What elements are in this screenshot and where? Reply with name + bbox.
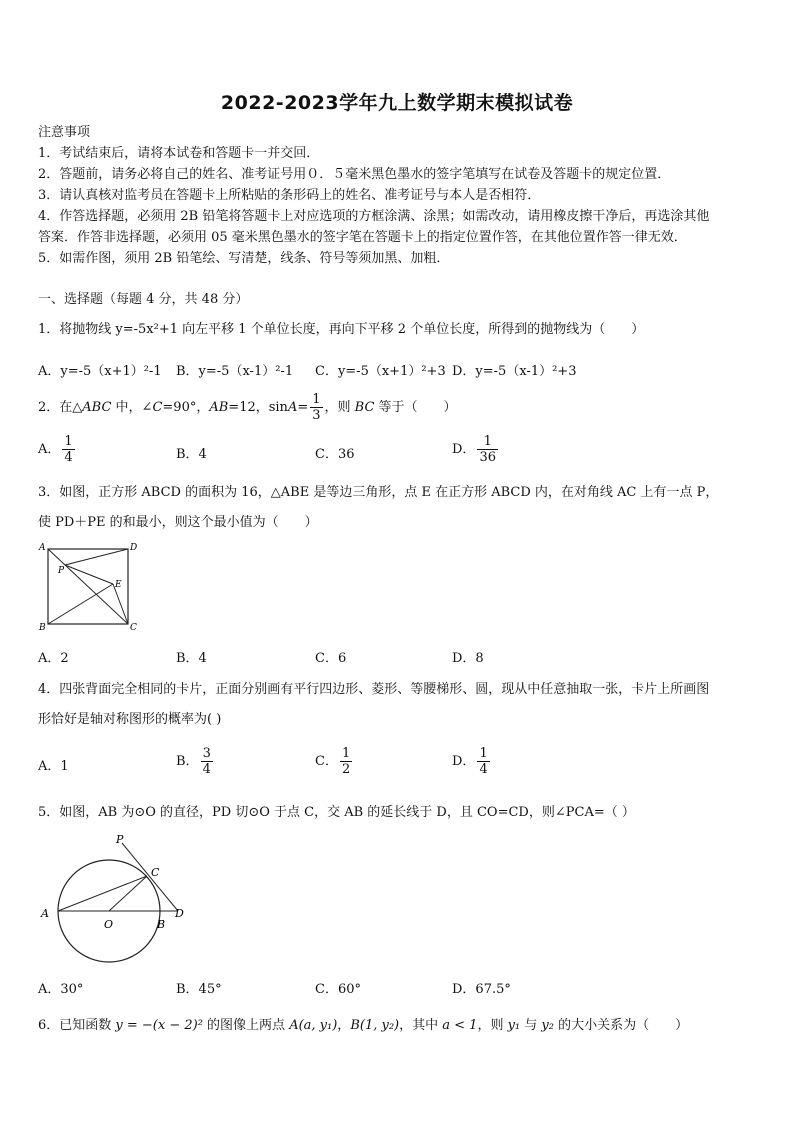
question-3-line2: 使 PD＋PE 的和最小，则这个最小值为（ ） — [38, 515, 318, 530]
note-item: 4．作答选择题，必须用 2B 铅笔将答题卡上对应选项的方框涂满、涂黑；如需改动，请用橡皮擦干净后，再选涂其他 — [38, 209, 710, 224]
label-p: P — [116, 833, 124, 846]
label-c: C — [130, 623, 137, 633]
q4-option-b: B． $\frac{3}{4}$ — [176, 746, 211, 777]
section-heading: 一、选择题（每题 4 分，共 48 分） — [38, 292, 249, 307]
question-6-stem: 6．已知函数 y = −(x − 2)² 的图像上两点 A(a, y₁)，B(1, y₂)，其中 a < 1，则 y₁ 与 y₂ 的大小关系为（ ） — [38, 1018, 689, 1033]
label-a: A — [41, 907, 49, 920]
circle-diagram — [36, 828, 196, 968]
label-e: E — [115, 580, 122, 590]
q2-option-a: A． $\frac{1}{4}$ — [38, 434, 73, 465]
label-d: D — [175, 907, 184, 920]
q5-option-c: C．60° — [315, 982, 361, 997]
note-item: 5．如需作图，须用 2B 铅笔绘、写清楚，线条、符号等须加黑、加粗． — [38, 251, 450, 266]
q2-option-c: C．36 — [315, 447, 355, 462]
label-d: D — [130, 543, 138, 553]
question-1-stem: 1．将抛物线 y=-5x²+1 向左平移 1 个单位长度，再向下平移 2 个单位长度，所得到的抛物线为（ ） — [38, 322, 645, 337]
square-diagram — [36, 540, 146, 635]
fraction: $\frac{1}{3}$ — [312, 392, 321, 423]
q3-option-c: C．6 — [315, 651, 347, 666]
note-item: 1．考试结束后，请将本试卷和答题卡一并交回． — [38, 146, 320, 161]
q5-option-d: D．67.5° — [452, 982, 511, 997]
question-2-stem: 2．在△ABC 中，∠C=90°，AB=12，sinA= $\frac{1}{3}$ ，则 BC 等于（ ） — [38, 392, 457, 423]
q2-option-b: B．4 — [176, 447, 207, 462]
q3-option-d: D．8 — [452, 651, 484, 666]
q4-option-d: D． $\frac{1}{4}$ — [452, 746, 488, 777]
label-p: P — [58, 566, 65, 576]
q5-option-a: A．30° — [38, 982, 84, 997]
question-4-line1: 4．四张背面完全相同的卡片，正面分别画有平行四边形、菱形、等腰梯形、圆，现从中任意抽取一张，卡片上所画图 — [38, 682, 710, 697]
q4-option-a: A．1 — [38, 759, 69, 774]
q1-option-d: D．y=-5（x-1）²+3 — [452, 364, 577, 379]
label-o: O — [104, 918, 114, 931]
note-item: 3．请认真核对监考员在答题卡上所粘贴的条形码上的姓名、准考证号与本人是否相符． — [38, 188, 541, 203]
label-a: A — [39, 543, 46, 553]
q1-option-c: C．y=-5（x+1）²+3 — [315, 364, 446, 379]
q1-option-b: B．y=-5（x-1）²-1 — [176, 364, 294, 379]
question-4-line2: 形恰好是轴对称图形的概率为( ) — [38, 712, 222, 727]
q2-option-d: D． $\frac{1}{36}$ — [452, 434, 496, 465]
q1-option-a: A．y=-5（x+1）²-1 — [38, 364, 162, 379]
label-b: B — [39, 623, 46, 633]
q3-option-b: B．4 — [176, 651, 207, 666]
page-title: 2022-2023学年九上数学期末模拟试卷 — [220, 92, 574, 114]
note-item: 2．答题前，请务必将自己的姓名、准考证号用０．５毫米黑色墨水的签字笔填写在试卷及答题卡的规定位置． — [38, 167, 671, 182]
label-b: B — [157, 918, 166, 931]
question-5-stem: 5．如图，AB 为⊙O 的直径，PD 切⊙O 于点 C，交 AB 的延长线于 D，且 CO=CD，则∠PCA=（ ） — [38, 805, 635, 820]
note-item: 答案．作答非选择题，必须用 05 毫米黑色墨水的签字笔在答题卡上的指定位置作答，在其他位置作答一律无效． — [38, 230, 687, 245]
q5-option-b: B．45° — [176, 982, 222, 997]
q4-option-c: C． $\frac{1}{2}$ — [315, 746, 351, 777]
question-3-line1: 3．如图，正方形 ABCD 的面积为 16，△ABE 是等边三角形，点 E 在正方形 ABCD 内，在对角线 AC 上有一点 P， — [38, 485, 719, 500]
notes-heading: 注意事项 — [38, 125, 91, 140]
label-c: C — [151, 866, 160, 879]
q3-option-a: A．2 — [38, 651, 69, 666]
